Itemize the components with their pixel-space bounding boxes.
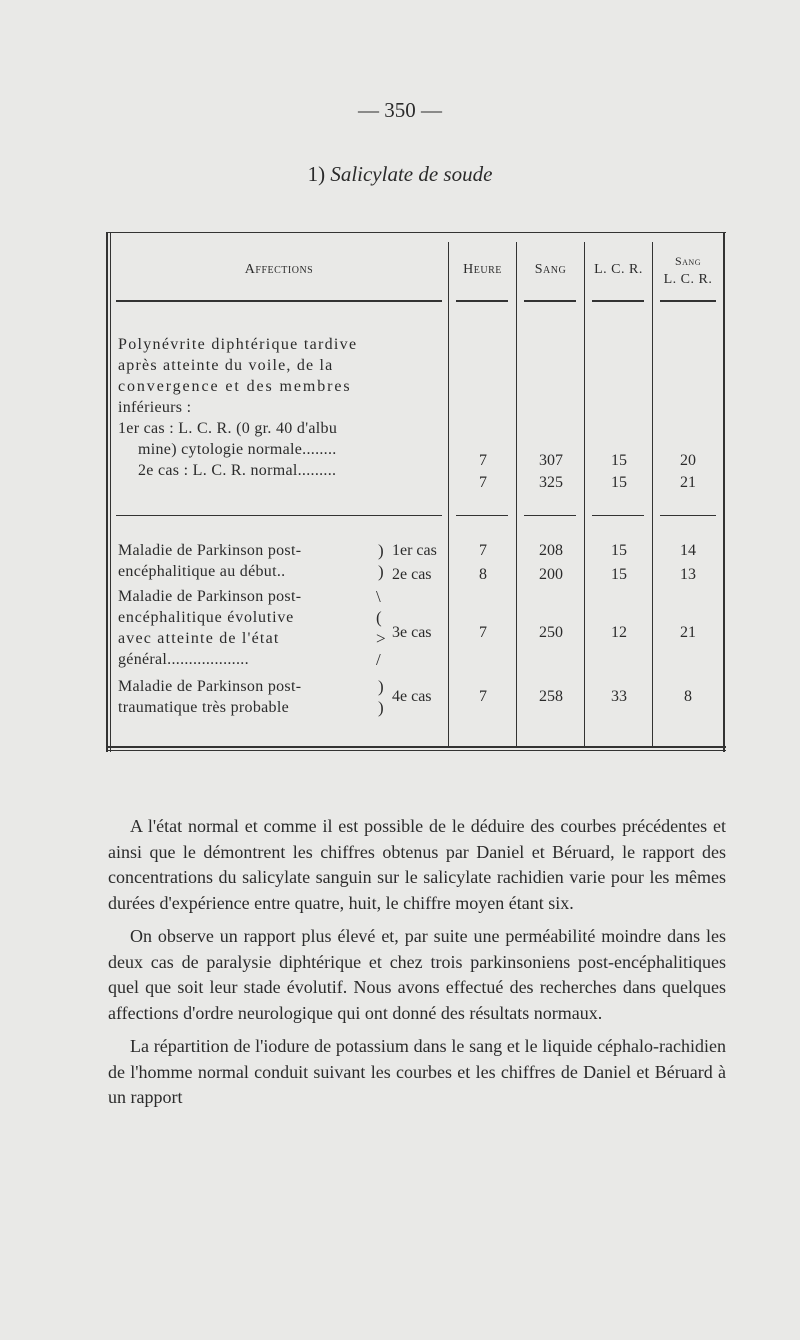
g2-row2-sang: 200 [539, 566, 563, 583]
g1-row1-heure: 7 [479, 452, 487, 469]
group1-case2: 2e cas : L. C. R. normal......... [138, 462, 337, 479]
header-lcr: L. C. R. [594, 262, 643, 277]
g2-row1-heure: 7 [479, 542, 487, 559]
data-table [106, 232, 726, 752]
header-rule-4 [592, 300, 644, 302]
g2-row4-ratio: 8 [684, 688, 692, 705]
page-number: — 350 — [358, 98, 442, 122]
brace-2: \ ( > / [376, 587, 386, 669]
group1-line: convergence et des membres [118, 378, 352, 395]
body-text [108, 814, 726, 1119]
g2-row4-sang: 258 [539, 688, 563, 705]
header-ratio-top: Sang [674, 254, 701, 268]
g2-row1-sang: 208 [539, 542, 563, 559]
g2-row3-heure: 7 [479, 624, 487, 641]
parkinson2-line: Maladie de Parkinson post- [118, 588, 302, 605]
parkinson3-line1: Maladie de Parkinson post- [118, 678, 302, 695]
group-rule-3 [524, 515, 576, 516]
table-top-border [106, 232, 726, 233]
header-ratio-bottom: L. C. R. [663, 272, 713, 287]
header-heure: Heure [463, 262, 502, 277]
section-title-text: Salicylate de soude [330, 162, 493, 186]
table-bottom-border-inner [106, 750, 726, 751]
table-left-border [106, 232, 108, 752]
section-title [0, 162, 800, 187]
parkinson1-description [118, 540, 388, 582]
parkinson1-line1: Maladie de Parkinson post- [118, 542, 302, 559]
header-rule-3 [524, 300, 576, 302]
parkinson2-line: avec atteinte de l'état [118, 630, 280, 647]
section-prefix: 1) [307, 162, 331, 186]
col-sep-4 [652, 242, 653, 746]
parkinson2-description [118, 586, 388, 670]
case-1-label: 1er cas [392, 542, 437, 559]
g1-row2-ratio: 21 [680, 474, 696, 491]
parkinson2-line: général................... [118, 651, 249, 668]
group-rule-1 [116, 515, 442, 516]
group-rule-2 [456, 515, 508, 516]
case-4-label: 4e cas [392, 688, 432, 705]
brace-3: ) ) [378, 677, 384, 717]
g2-row3-lcr: 12 [611, 624, 627, 641]
g2-row4-lcr: 33 [611, 688, 627, 705]
g2-row1-lcr: 15 [611, 542, 627, 559]
group1-line: après atteinte du voile, de la [118, 357, 334, 374]
header-sang: Sang [534, 262, 567, 277]
group-rule-5 [660, 515, 716, 516]
group1-description [118, 334, 443, 481]
g2-row1-ratio: 14 [680, 542, 696, 559]
group1-case1-line1: 1er cas : L. C. R. (0 gr. 40 d'albu [118, 420, 338, 437]
g2-row2-lcr: 15 [611, 566, 627, 583]
parkinson3-description [118, 676, 388, 718]
table-left-border-inner [110, 232, 111, 752]
g1-row2-lcr: 15 [611, 474, 627, 491]
group-rule-4 [592, 515, 644, 516]
g1-row2-sang: 325 [539, 474, 563, 491]
g2-row4-heure: 7 [479, 688, 487, 705]
parkinson2-line: encéphalitique évolutive [118, 609, 295, 626]
g1-row2-heure: 7 [479, 474, 487, 491]
header-rule-2 [456, 300, 508, 302]
g2-row3-sang: 250 [539, 624, 563, 641]
group1-case1-line2: mine) cytologie normale........ [138, 441, 337, 458]
g1-row1-ratio: 20 [680, 452, 696, 469]
header-rule-5 [660, 300, 716, 302]
g2-row2-heure: 8 [479, 566, 487, 583]
header-affections: Affections [244, 262, 314, 277]
group1-line: Polynévrite diphtérique tardive [118, 336, 358, 353]
g1-row1-sang: 307 [539, 452, 563, 469]
table-bottom-border [106, 746, 726, 748]
case-3-label: 3e cas [392, 624, 432, 641]
col-sep-2 [516, 242, 517, 746]
g2-row3-ratio: 21 [680, 624, 696, 641]
g2-row2-ratio: 13 [680, 566, 696, 583]
case-2-label: 2e cas [392, 566, 432, 583]
col-sep-3 [584, 242, 585, 746]
paragraph: On observe un rapport plus élevé et, par suite une perméabilité moindre dans les deux cas de paralysie diphtérique et chez trois parkinsoniens post-encéphalitiques quel que soit leur stade évolutif. Nous avons effectué des recherches dans quelques affections d'ordre neurologique qui ont donné des résultats normaux. [108, 926, 726, 1023]
parkinson3-line2: traumatique très probable [118, 699, 289, 716]
paragraph: A l'état normal et comme il est possible de le déduire des courbes précédentes et ainsi que le démontrent les chiffres obtenus par Daniel et Béruard, le rapport des concentrations du salicylate sanguin sur le salicylate rachidien varie pour les mêmes durées d'expérience entre quatre, huit, le chiffre moyen étant six. [108, 816, 726, 913]
parkinson1-line2: encéphalitique au début.. [118, 563, 286, 580]
brace-1: ) ) [378, 541, 384, 581]
group1-line: inférieurs : [118, 399, 192, 416]
header-rule-1 [116, 300, 442, 302]
paragraph: La répartition de l'iodure de potassium dans le sang et le liquide céphalo-rachidien de l'homme normal conduit suivant les courbes et les chiffres de Daniel et Béruard à un rapport [108, 1036, 726, 1107]
col-sep-1 [448, 242, 449, 746]
table-right-border [723, 232, 725, 752]
g1-row1-lcr: 15 [611, 452, 627, 469]
